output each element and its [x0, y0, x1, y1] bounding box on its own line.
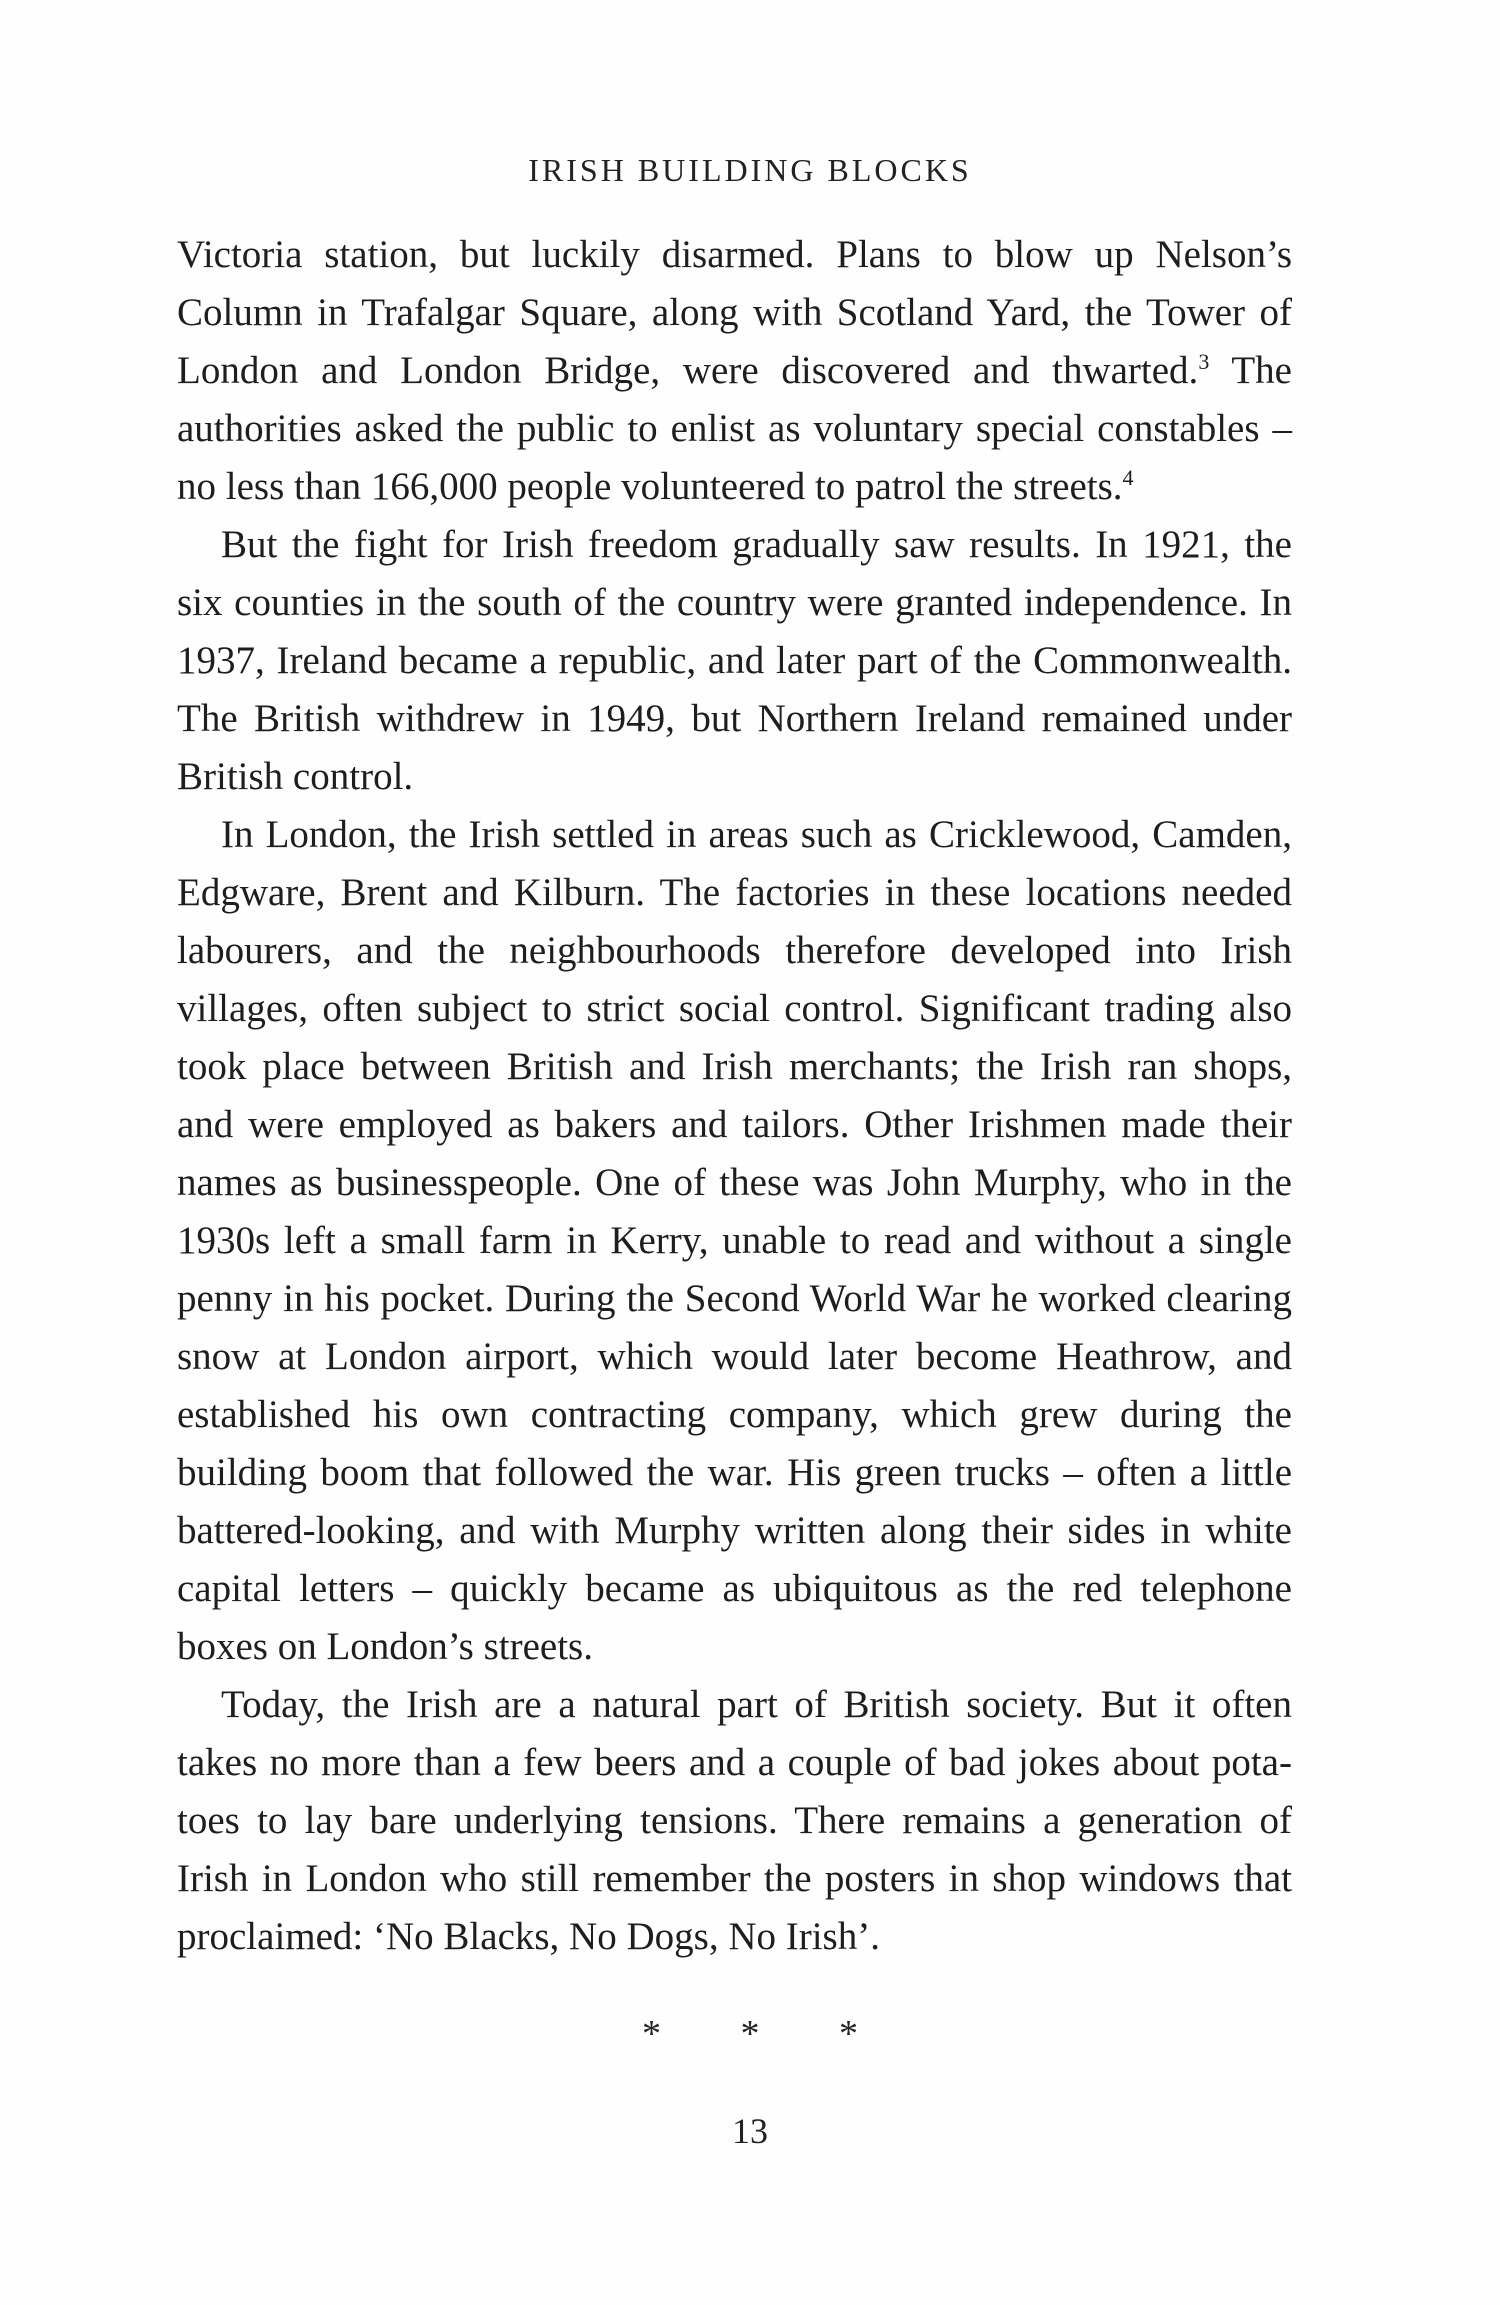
paragraph-1	[177, 226, 1292, 516]
paragraph-1-text-b: The authorities asked the public to enlist as voluntary special constables – no less than 166,000 people volunteered to patrol the streets.	[177, 349, 1292, 508]
running-head: IRISH BUILDING BLOCKS	[528, 152, 972, 188]
section-break-asterisks: * * *	[642, 2013, 858, 2055]
paragraph-1-text-a: Victoria station, but luckily disarmed. Plans to blow up Nelson’s Column in Trafalgar Square, along with Scotland Yard, the Tower of London and London Bridge, were discovered and thwarted.	[177, 233, 1292, 392]
paragraph-4: Today, the Irish are a natural part of British society. But it often takes no more than a few beers and a couple of bad jokes about potatoes to lay bare underlying tensions. There remains a generation of Irish in London who still remember the posters in shop windows that proclaimed: ‘No Blacks, No Dogs, No Irish’.	[177, 1683, 1292, 1958]
paragraph-2: But the fight for Irish freedom gradually saw results. In 1921, the six counties in the south of the country were granted independence. In 1937, Ireland became a republic, and later part of the Commonwealth. The British withdrew in 1949, but Northern Ireland remained under British control.	[177, 523, 1292, 798]
body-text	[177, 226, 1292, 1966]
paragraph-3: In London, the Irish settled in areas such as Cricklewood, Camden, Edgware, Brent and Kilburn. The factories in these locations needed labourers, and the neighbourhoods therefore developed into Irish villages, often subject to strict social control. Significant trading also took place between British and Irish merchants; the Irish ran shops, and were employed as bakers and tailors. Other Irishmen made their names as businesspeople. One of these was John Murphy, who in the 1930s left a small farm in Kerry, unable to read and without a single penny in his pocket. During the Second World War he worked clearing snow at London airport, which would later become Heathrow, and established his own contracting company, which grew during the building boom that followed the war. His green trucks – often a little battered-looking, and with Murphy written along their sides in white capital letters – quickly became as ubiquitous as the red telephone boxes on London’s streets.	[177, 813, 1292, 1668]
footnote-ref-3: 3	[1198, 349, 1210, 374]
footnote-ref-4: 4	[1122, 465, 1134, 490]
page-number: 13	[732, 2111, 768, 2151]
